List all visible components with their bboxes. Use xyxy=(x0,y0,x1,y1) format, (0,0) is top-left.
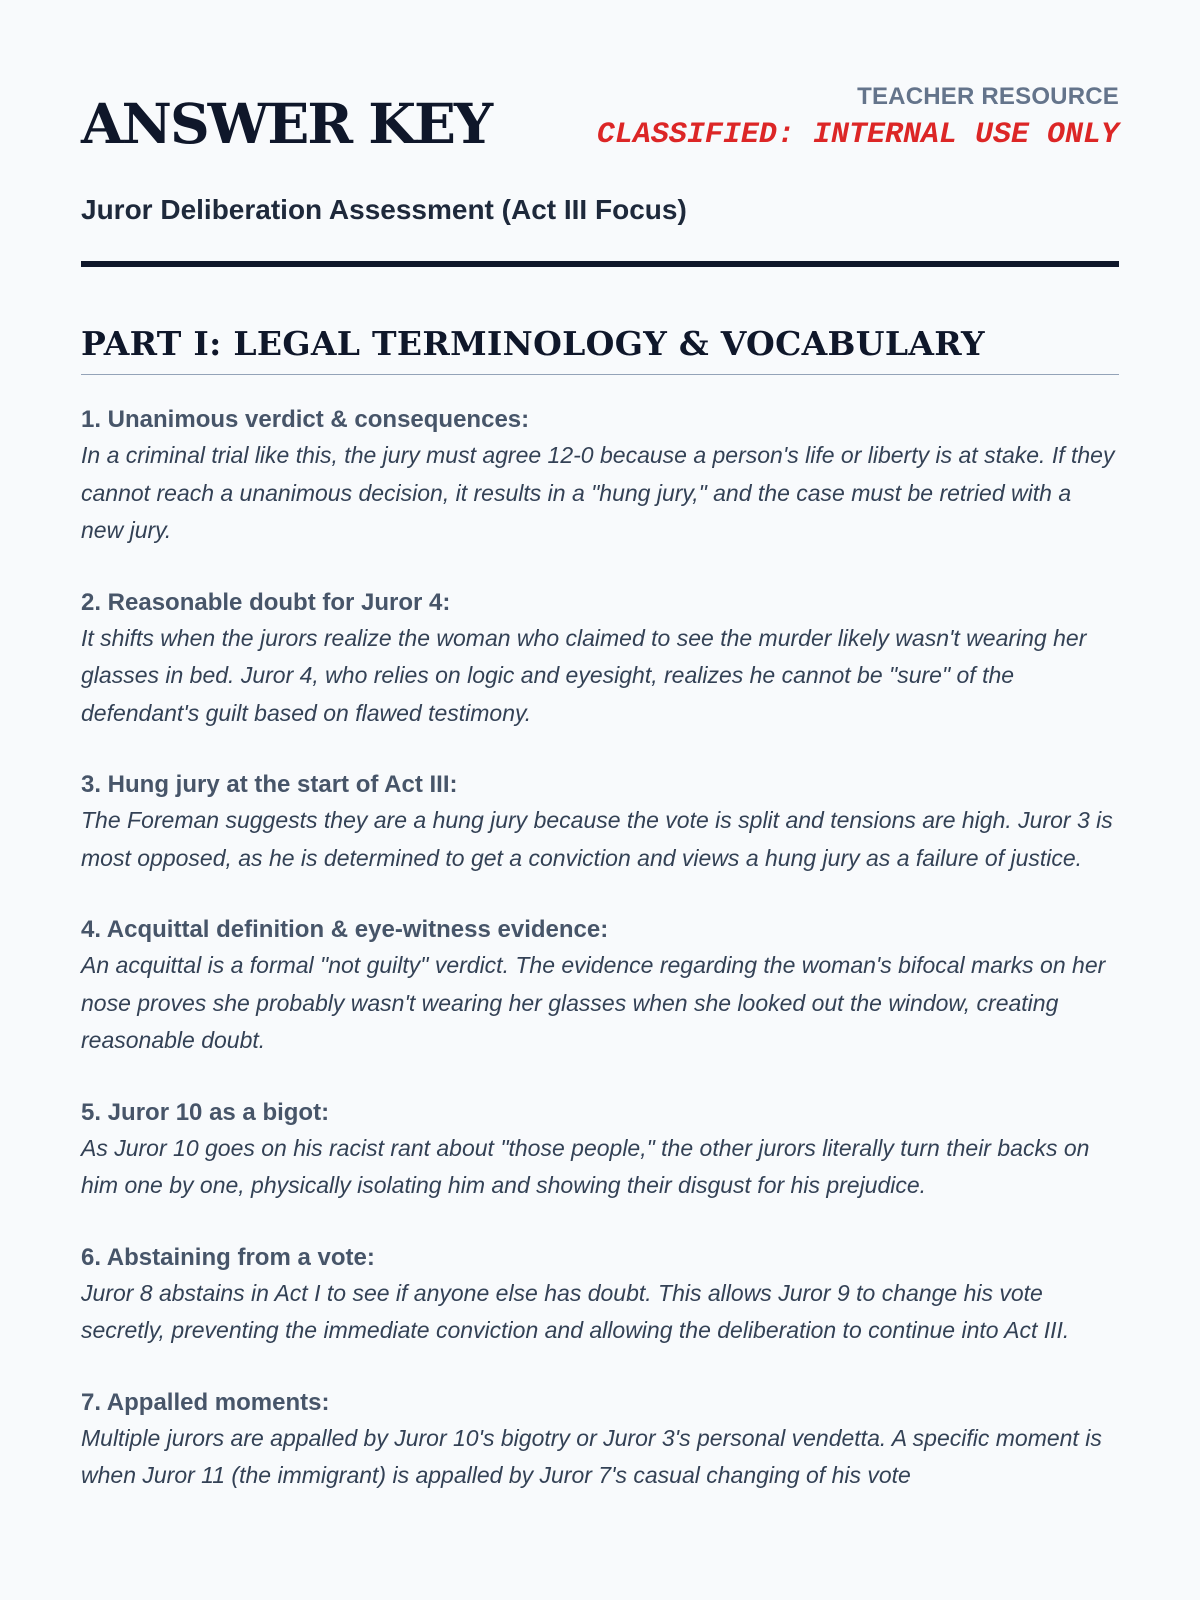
qa-item xyxy=(81,768,1119,877)
qa-list xyxy=(81,403,1119,1495)
qa-item xyxy=(81,586,1119,733)
question-label: 3. Hung jury at the start of Act III: xyxy=(81,771,458,798)
page-title: ANSWER KEY xyxy=(81,91,492,156)
resource-label: TEACHER RESOURCE xyxy=(857,83,1119,110)
question-label: 5. Juror 10 as a bigot: xyxy=(81,1098,330,1126)
question-label: 4. Acquittal definition & eye-witness evidence: xyxy=(81,916,609,943)
header-divider xyxy=(81,261,1119,267)
part-1-section xyxy=(81,322,1119,1531)
answer-text: In a criminal trial like this, the jury must agree 12-0 because a person's life or liberty is at stake. If they cannot reach a unanimous decision, it results in a "hung jury," and the case must be retried with a new jury. xyxy=(81,442,1115,543)
question-label: 2. Reasonable doubt for Juror 4: xyxy=(81,588,451,616)
section-divider xyxy=(81,374,1119,375)
answer-text: The Foreman suggests they are a hung jury because the vote is split and tensions are high. Juror 3 is most opposed, as he is determined to get a conviction and views a hung jury as a failure of justice. xyxy=(81,807,1113,871)
qa-item xyxy=(81,1096,1119,1205)
question-label: 1. Unanimous verdict & consequences: xyxy=(81,406,530,433)
answer-text: Multiple jurors are appalled by Juror 10's bigotry or Juror 3's personal vendetta. A specific moment is when Juror 11 (the immigrant) is appalled by Juror 7's casual changing of his vote xyxy=(81,1424,1102,1488)
answer-text: An acquittal is a formal "not guilty" verdict. The evidence regarding the woman's bifocal marks on her nose proves she probably wasn't wearing her glasses when she looked out the window, creating reasonable doubt. xyxy=(81,952,1106,1053)
header-meta xyxy=(597,82,1119,154)
page-subtitle: Juror Deliberation Assessment (Act III Focus) xyxy=(81,194,687,225)
question-label: 7. Appalled moments: xyxy=(81,1388,330,1416)
answer-text: Juror 8 abstains in Act I to see if anyone else has doubt. This allows Juror 9 to change his vote secretly, preventing the immediate conviction and allowing the deliberation to continue into Act III. xyxy=(81,1279,1070,1343)
classification-stamp: CLASSIFIED: INTERNAL USE ONLY xyxy=(596,118,1119,152)
answer-text: As Juror 10 goes on his racist rant about "those people," the other jurors literally turn their backs on him one by one, physically isolating him and showing their disgust for his prejudice. xyxy=(81,1134,1090,1198)
document-header xyxy=(81,0,1119,225)
answer-text: It shifts when the jurors realize the woman who claimed to see the murder likely wasn't wearing her glasses in bed. Juror 4, who relies on logic and eyesight, realizes he cannot be "sure" of the defendant's guilt based on flawed testimony. xyxy=(81,624,1087,726)
qa-item xyxy=(81,913,1119,1060)
qa-item xyxy=(81,1241,1119,1350)
section-title: PART I: LEGAL TERMINOLOGY & VOCABULARY xyxy=(81,324,985,363)
question-label: 6. Abstaining from a vote: xyxy=(81,1243,375,1271)
qa-item xyxy=(81,1386,1119,1495)
qa-item xyxy=(81,403,1119,550)
